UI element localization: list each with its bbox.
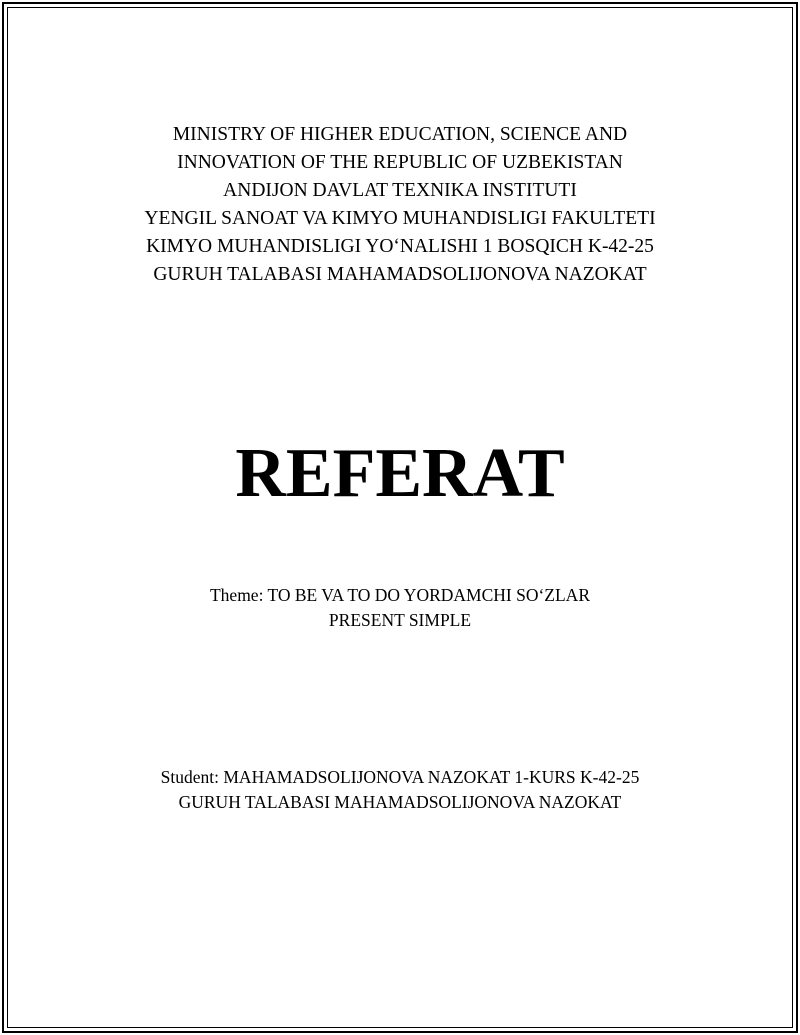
header-line-group: GURUH TALABASI MAHAMADSOLIJONOVA NAZOKAT [153,264,647,285]
header-line-ministry-2: INNOVATION OF THE REPUBLIC OF UZBEKISTAN [177,152,623,173]
header-line-institute: ANDIJON DAVLAT TEXNIKA INSTITUTI [223,180,577,201]
header-line-direction: KIMYO MUHANDISLIGI YO‘NALISHI 1 BOSQICH K-42-25 [146,236,654,257]
theme-block [0,583,800,633]
header-line-ministry-1: MINISTRY OF HIGHER EDUCATION, SCIENCE AND [172,124,628,145]
theme-line-2: PRESENT SIMPLE [328,610,472,630]
institution-header [0,121,800,289]
student-line-2: GURUH TALABASI MAHAMADSOLIJONOVA NAZOKAT [178,792,622,812]
document-title: REFERAT [235,435,565,512]
header-line-faculty: YENGIL SANOAT VA KIMYO MUHANDISLIGI FAKULTETI [144,208,656,229]
student-line-1: Student: MAHAMADSOLIJONOVA NAZOKAT 1-KURS K-42-25 [160,767,640,787]
student-block [0,765,800,815]
theme-line-1: Theme: TO BE VA TO DO YORDAMCHI SO‘ZLAR [209,585,590,605]
